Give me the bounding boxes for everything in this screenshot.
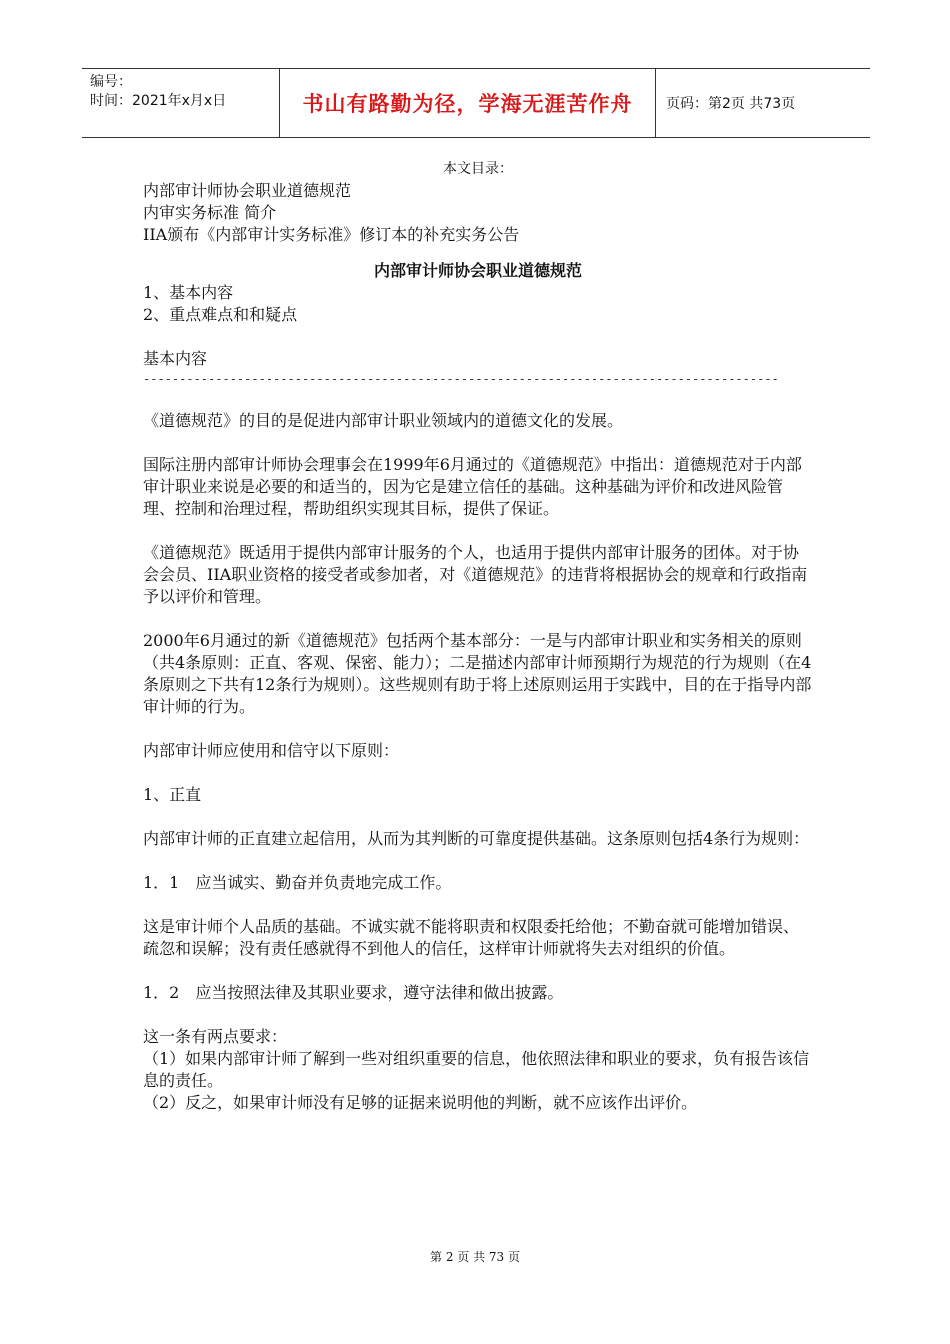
principle-heading: 1、正直 xyxy=(143,785,202,804)
paragraph: 这是审计师个人品质的基础。不诚实就不能将职责和权限委托给他；不勤奋就可能增加错误、疏忽和误解；没有责任感就得不到他人的信任，这样审计师就将失去对组织的价值。 xyxy=(143,917,800,958)
divider-line: ---------------------------------------------------------------------------------------- xyxy=(143,372,779,386)
header-meta-cell xyxy=(82,69,280,137)
toc-title: 本文目录： xyxy=(443,161,513,177)
requirement-item: （1）如果内部审计师了解到一些对组织重要的信息，他依照法律和职业的要求，负有报告该信息的责任。 xyxy=(143,1049,810,1090)
slogan-text: 书山有路勤为径，学海无涯苦作舟 xyxy=(302,92,633,116)
paragraph: 《道德规范》的目的是促进内部审计职业领域内的道德文化的发展。 xyxy=(143,411,624,430)
time-label: 时间：2021年x月x日 xyxy=(90,93,227,109)
paragraph: 内部审计师应使用和信守以下原则： xyxy=(143,741,400,760)
toc-item: 内部审计师协会职业道德规范 xyxy=(143,181,352,200)
requirements-intro: 这一条有两点要求： xyxy=(143,1027,288,1046)
page-label: 页码：第2页 共73页 xyxy=(666,96,796,112)
page-footer: 第 2 页 共 73 页 xyxy=(430,1250,520,1264)
paragraph: 内部审计师的正直建立起信用，从而为其判断的可靠度提供基础。这条原则包括4条行为规则： xyxy=(143,829,810,848)
subheading: 基本内容 xyxy=(143,349,208,368)
rule-heading: 1．2 应当按照法律及其职业要求，遵守法律和做出披露。 xyxy=(143,983,564,1002)
section-title: 内部审计师协会职业道德规范 xyxy=(373,261,582,280)
paragraph: 《道德规范》既适用于提供内部审计服务的个人，也适用于提供内部审计服务的团体。对于协会会员、IIA职业资格的接受者或参加者，对《道德规范》的违背将根据协会的规章和行政指南予以评价和管理。 xyxy=(143,543,808,606)
rule-heading: 1．1 应当诚实、勤奋并负责地完成工作。 xyxy=(143,873,452,892)
number-label: 编号： xyxy=(90,74,132,90)
document-body xyxy=(143,158,813,1114)
page-header xyxy=(82,68,870,138)
paragraph: 2000年6月通过的新《道德规范》包括两个基本部分：一是与内部审计职业和实务相关的原则（共4条原则：正直、客观、保密、能力）；二是描述内部审计师预期行为规范的行为规则（在4条原则之下共有12条行为规则）。这些规则有助于将上述原则运用于实践中，目的在于指导内部审计师的行为。 xyxy=(143,631,812,716)
outline-item: 1、基本内容 xyxy=(143,283,234,302)
paragraph: 国际注册内部审计师协会理事会在1999年6月通过的《道德规范》中指出：道德规范对于内部审计职业来说是必要的和适当的，因为它是建立信任的基础。这种基础为评价和改进风险管理、控制和治理过程，帮助组织实现其目标，提供了保证。 xyxy=(143,455,802,518)
toc-item: 内审实务标准 简介 xyxy=(143,203,277,222)
header-page-cell xyxy=(656,69,870,137)
requirement-item: （2）反之，如果审计师没有足够的证据来说明他的判断，就不应该作出评价。 xyxy=(143,1093,698,1112)
header-slogan-cell xyxy=(280,69,656,137)
outline-item: 2、重点难点和和疑点 xyxy=(143,305,298,324)
toc-item: IIA颁布《内部审计实务标准》修订本的补充实务公告 xyxy=(143,225,520,244)
